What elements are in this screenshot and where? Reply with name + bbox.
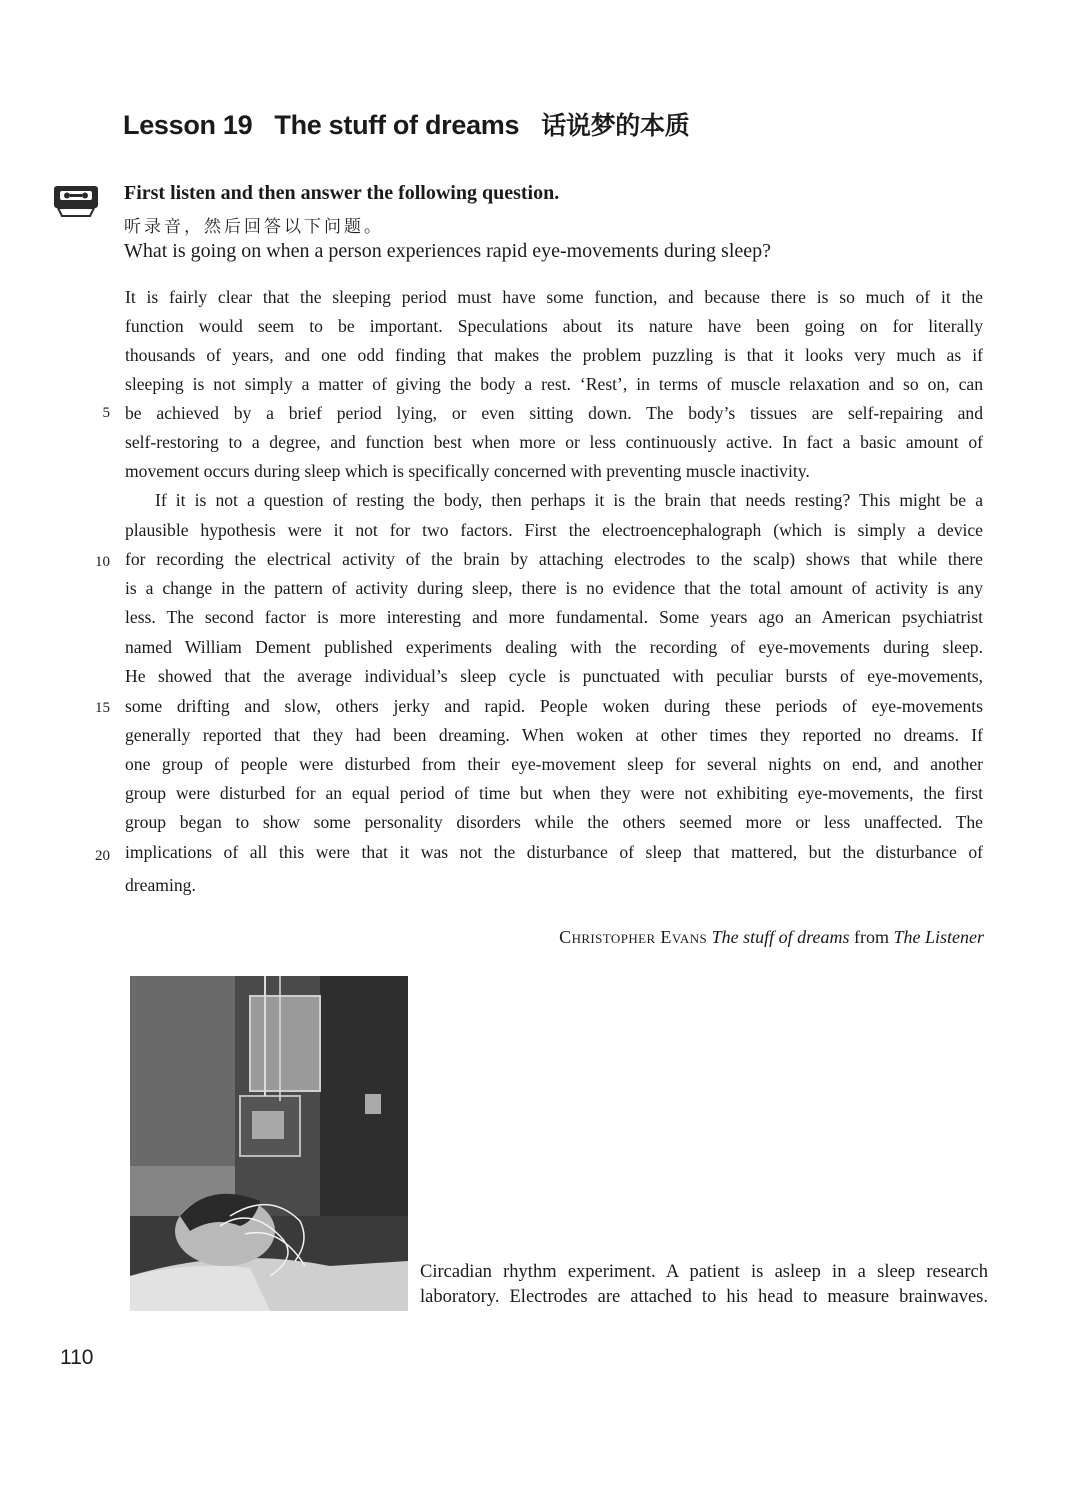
lesson-label: Lesson 19 [123,110,253,140]
question: What is going on when a person experiences rapid eye-movements during sleep? [124,240,772,262]
passage-line: function would seem to be important. Speculations about its nature have been going on for literally [125,316,983,336]
passage-line: dreaming. [125,875,196,895]
sleep-lab-photo-illustration [130,976,408,1311]
lesson-title-en: The stuff of dreams [274,110,520,140]
passage-line: is a change in the pattern of activity during sleep, there is no evidence that the total amount of activity is any [125,578,983,598]
passage-line: some drifting and slow, others jerky and rapid. People woken during these periods of eye-movements [125,696,983,716]
line-number: 15 [95,700,110,716]
passage-line: movement occurs during sleep which is specifically concerned with preventing muscle inactivity. [125,461,810,481]
lesson-title-cn: 话说梦的本质 [541,111,690,140]
passage-line: thousands of years, and one odd finding that makes the problem puzzling is that it looks very much as if [125,345,983,365]
caption-line: Circadian rhythm experiment. A patient is asleep in a sleep research [420,1262,988,1282]
passage-line: less. The second factor is more interesting and more fundamental. Some years ago an American psychiatrist [125,607,983,627]
passage-line: plausible hypothesis were it not for two factors. First the electroencephalograph (which is simply a device [125,520,983,540]
passage-line: If it is not a question of resting the body, then perhaps it is the brain that needs resting? This might be a [155,490,983,510]
line-number: 20 [95,848,110,864]
passage-line: generally reported that they had been dreaming. When woken at other times they reported no dreams. If [125,725,983,745]
instruction-cn: 听录音，然后回答以下问题。 [124,217,384,237]
line-number: 10 [95,554,110,570]
source-citation [559,927,984,948]
source-author: Christopher Evans [559,927,708,947]
figure-caption [420,1260,988,1310]
lesson-title [123,106,689,142]
cassette-tape-icon [52,183,100,219]
source-publication: The Listener [893,927,984,947]
passage-line: implications of all this were that it was not the disturbance of sleep that mattered, but the disturbance of [125,842,983,862]
sleep-lab-photo [130,976,408,1311]
passage-line: self-restoring to a degree, and function best when more or less continuously active. In fact a basic amount of [125,432,983,452]
passage-line: sleeping is not simply a matter of giving the body a rest. ‘Rest’, in terms of muscle relaxation and so on, can [125,374,983,394]
passage-line: be achieved by a brief period lying, or even sitting down. The body’s tissues are self-repairing and [125,403,983,423]
passage-line: group were disturbed for an equal period of time but when they were not exhibiting eye-movements, the first [125,783,983,803]
line-number: 5 [102,405,110,421]
passage-line: It is fairly clear that the sleeping period must have some function, and because there is so much of it the [125,287,983,307]
caption-line: laboratory. Electrodes are attached to his head to measure brainwaves. [420,1287,988,1307]
passage-line: for recording the electrical activity of the brain by attaching electrodes to the scalp) shows that while there [125,549,983,569]
source-from: from [853,927,889,947]
source-work: The stuff of dreams [711,927,850,947]
passage-line: He showed that the average individual’s sleep cycle is punctuated with peculiar bursts of eye-movements, [125,666,983,686]
passage-line: named William Dement published experiments dealing with the recording of eye-movements during sleep. [125,637,983,657]
page-number: 110 [60,1346,94,1369]
passage-line: group began to show some personality disorders while the others seemed more or less unaffected. The [125,812,983,832]
passage-line: one group of people were disturbed from their eye-movement sleep for several nights on end, and another [125,754,983,774]
instruction: First listen and then answer the following question. [124,182,560,204]
